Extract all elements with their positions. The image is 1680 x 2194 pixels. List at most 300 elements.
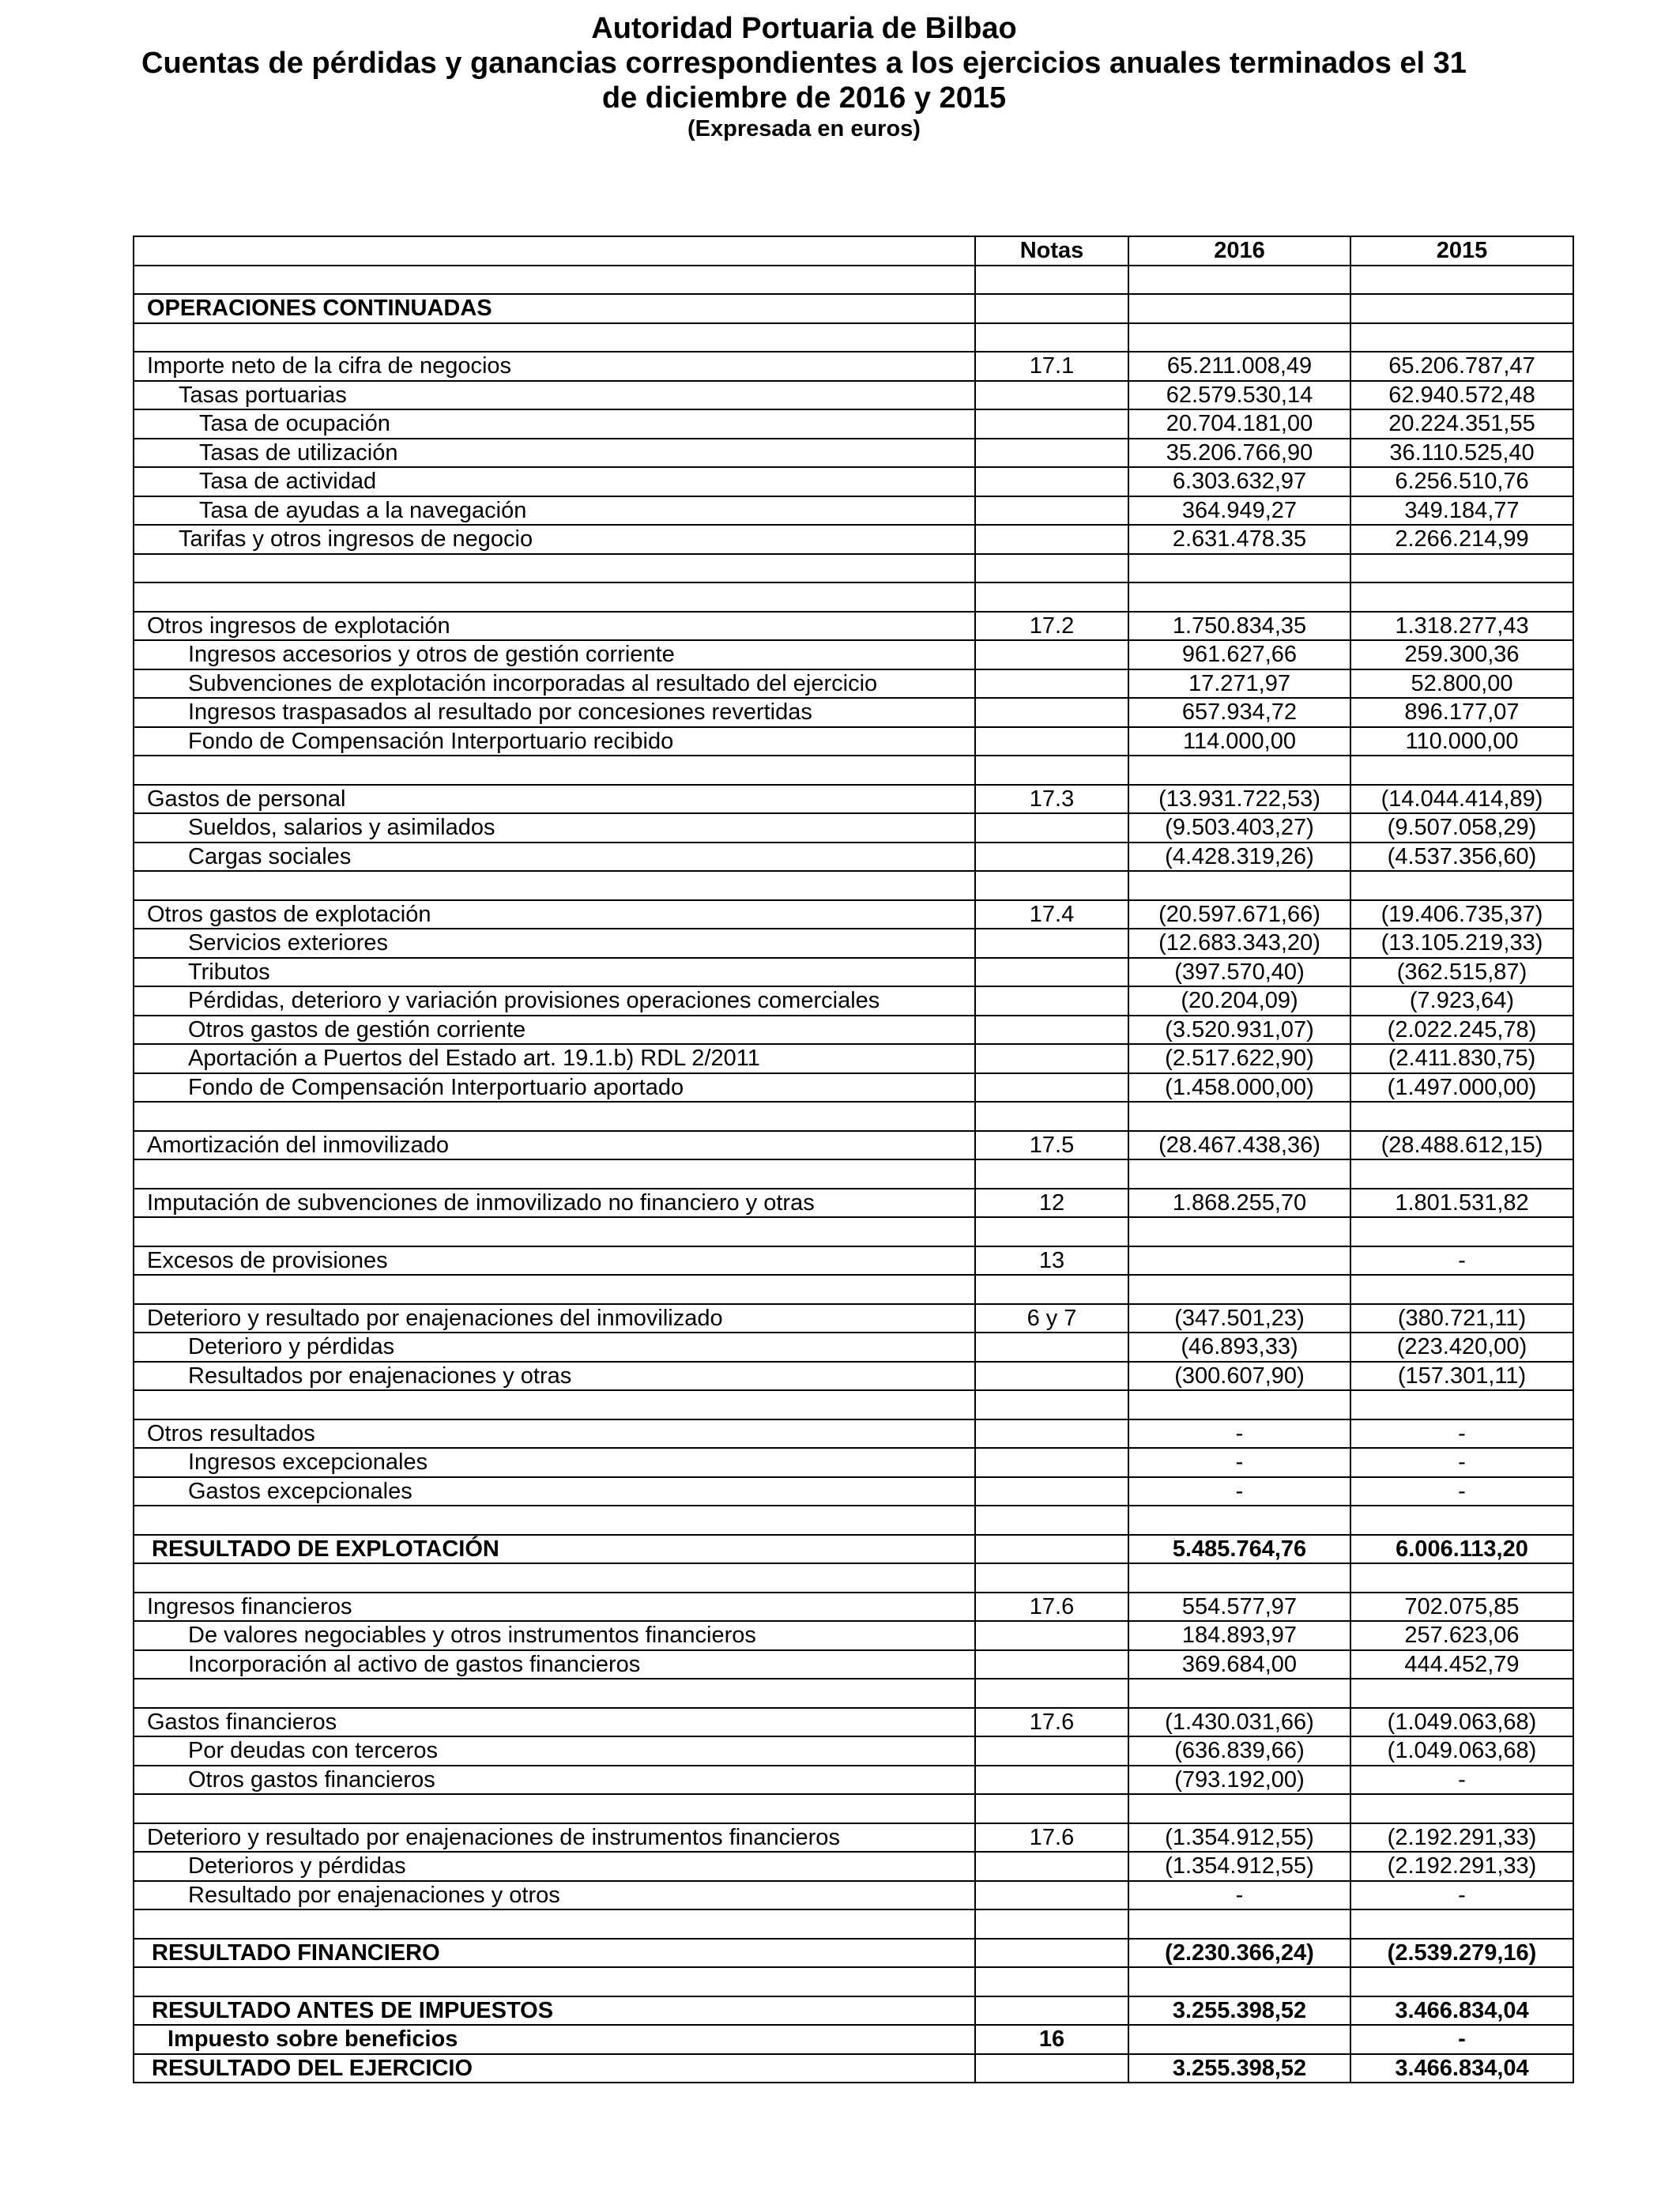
row-nota: [975, 1390, 1128, 1419]
table-row: [134, 266, 1573, 295]
row-value-2016: [1128, 323, 1350, 352]
row-label: Tasa de ocupación: [134, 409, 975, 439]
row-nota: [975, 323, 1128, 352]
row-label: Pérdidas, deterioro y variación provisiones operaciones comerciales: [134, 986, 975, 1016]
row-label: Impuesto sobre beneficios: [134, 2025, 975, 2054]
row-label: Subvenciones de explotación incorporadas al resultado del ejercicio: [134, 669, 975, 699]
row-value-2016: -: [1128, 1477, 1350, 1506]
row-value-2016: 184.893,97: [1128, 1621, 1350, 1650]
row-label: Otros gastos de gestión corriente: [134, 1016, 975, 1045]
row-value-2015: (380.721,11): [1350, 1304, 1573, 1333]
table-row: [134, 986, 1573, 1016]
row-value-2015: (1.497.000,00): [1350, 1073, 1573, 1103]
row-label: [134, 1390, 975, 1419]
row-value-2015: 6.006.113,20: [1350, 1535, 1573, 1564]
row-value-2015: [1350, 1390, 1573, 1419]
table-row: [134, 1073, 1573, 1103]
row-nota: [975, 1967, 1128, 1996]
row-nota: [975, 929, 1128, 958]
row-value-2015: [1350, 1159, 1573, 1189]
row-nota: 17.4: [975, 900, 1128, 929]
row-label: Tasa de ayudas a la navegación: [134, 496, 975, 526]
row-value-2015: (14.044.414,89): [1350, 785, 1573, 814]
row-nota: 17.6: [975, 1823, 1128, 1853]
row-value-2015: 65.206.787,47: [1350, 352, 1573, 381]
table-row: [134, 1275, 1573, 1304]
table-row: [134, 1390, 1573, 1419]
row-label: Tributos: [134, 958, 975, 987]
row-value-2016: [1128, 1390, 1350, 1419]
row-value-2016: [1128, 1909, 1350, 1939]
row-value-2016: (13.931.722,53): [1128, 785, 1350, 814]
table-row: [134, 1736, 1573, 1766]
table-row: [134, 813, 1573, 843]
row-value-2016: 35.206.766,90: [1128, 439, 1350, 468]
row-label: Sueldos, salarios y asimilados: [134, 813, 975, 843]
row-value-2015: (2.411.830,75): [1350, 1044, 1573, 1073]
table-row: [134, 467, 1573, 496]
table-row: [134, 496, 1573, 526]
row-label: Deterioro y pérdidas: [134, 1333, 975, 1362]
row-value-2015: -: [1350, 1448, 1573, 1477]
table-row: [134, 352, 1573, 381]
table-row: [134, 1996, 1573, 2026]
row-value-2015: [1350, 266, 1573, 295]
row-label: Cargas sociales: [134, 843, 975, 872]
row-nota: 17.6: [975, 1593, 1128, 1622]
row-value-2016: [1128, 1794, 1350, 1823]
row-nota: [975, 813, 1128, 843]
table-row: [134, 698, 1573, 727]
table-row: [134, 785, 1573, 814]
row-value-2016: [1128, 582, 1350, 612]
table-row: [134, 323, 1573, 352]
row-value-2015: [1350, 1967, 1573, 1996]
row-nota: [975, 871, 1128, 900]
row-nota: [975, 439, 1128, 468]
row-value-2015: (7.923,64): [1350, 986, 1573, 1016]
row-value-2015: (1.049.063,68): [1350, 1736, 1573, 1766]
table-row: [134, 1794, 1573, 1823]
row-value-2016: [1128, 1217, 1350, 1246]
row-value-2015: (2.539.279,16): [1350, 1939, 1573, 1968]
row-value-2015: 36.110.525,40: [1350, 439, 1573, 468]
row-value-2015: [1350, 554, 1573, 583]
row-nota: [975, 1939, 1128, 1968]
row-value-2016: [1128, 1102, 1350, 1131]
row-value-2016: (1.354.912,55): [1128, 1823, 1350, 1853]
row-value-2015: (9.507.058,29): [1350, 813, 1573, 843]
row-value-2016: 3.255.398,52: [1128, 1996, 1350, 2026]
row-nota: [975, 1102, 1128, 1131]
row-value-2015: 52.800,00: [1350, 669, 1573, 699]
row-label: [134, 266, 975, 295]
table-row: [134, 2054, 1573, 2083]
table-row: [134, 1506, 1573, 1535]
row-value-2016: [1128, 1275, 1350, 1304]
table-row: [134, 1708, 1573, 1737]
row-value-2016: (9.503.403,27): [1128, 813, 1350, 843]
row-nota: [975, 1563, 1128, 1593]
row-value-2015: 110.000,00: [1350, 727, 1573, 756]
table-row: [134, 871, 1573, 900]
row-value-2015: 6.256.510,76: [1350, 467, 1573, 496]
table-row: [134, 1909, 1573, 1939]
row-label: [134, 1679, 975, 1708]
row-value-2016: (300.607,90): [1128, 1362, 1350, 1391]
document-title: Autoridad Portuaria de Bilbao: [591, 12, 1017, 45]
row-value-2016: [1128, 2025, 1350, 2054]
row-value-2016: 961.627,66: [1128, 640, 1350, 669]
row-label: [134, 1967, 975, 1996]
row-value-2016: 3.255.398,52: [1128, 2054, 1350, 2083]
row-nota: [975, 986, 1128, 1016]
table-row: [134, 843, 1573, 872]
row-nota: [975, 1217, 1128, 1246]
row-label: Resultado por enajenaciones y otros: [134, 1881, 975, 1910]
row-label: [134, 1794, 975, 1823]
row-value-2016: (4.428.319,26): [1128, 843, 1350, 872]
row-label: Ingresos financieros: [134, 1593, 975, 1622]
table-row: [134, 1333, 1573, 1362]
row-nota: [975, 1852, 1128, 1881]
row-label: [134, 1909, 975, 1939]
row-value-2015: -: [1350, 2025, 1573, 2054]
row-nota: [975, 1736, 1128, 1766]
row-label: Fondo de Compensación Interportuario aportado: [134, 1073, 975, 1103]
row-label: Importe neto de la cifra de negocios: [134, 352, 975, 381]
row-nota: [975, 1650, 1128, 1679]
row-label: Gastos de personal: [134, 785, 975, 814]
row-value-2016: [1128, 1563, 1350, 1593]
row-label: Resultados por enajenaciones y otras: [134, 1362, 975, 1391]
row-value-2015: 702.075,85: [1350, 1593, 1573, 1622]
row-value-2015: 444.452,79: [1350, 1650, 1573, 1679]
table-row: [134, 439, 1573, 468]
table-row: [134, 1593, 1573, 1622]
row-value-2015: (157.301,11): [1350, 1362, 1573, 1391]
row-value-2016: (793.192,00): [1128, 1766, 1350, 1795]
row-value-2015: (13.105.219,33): [1350, 929, 1573, 958]
row-nota: 17.1: [975, 352, 1128, 381]
header-2016: 2016: [1128, 236, 1350, 266]
table-row: [134, 582, 1573, 612]
table-row: [134, 554, 1573, 583]
row-nota: [975, 1419, 1128, 1449]
row-value-2016: [1128, 1679, 1350, 1708]
table-row: [134, 1766, 1573, 1795]
table-row: [134, 1881, 1573, 1910]
row-value-2015: 3.466.834,04: [1350, 1996, 1573, 2026]
row-label: Otros gastos financieros: [134, 1766, 975, 1795]
row-value-2015: (1.049.063,68): [1350, 1708, 1573, 1737]
row-label: Ingresos accesorios y otros de gestión corriente: [134, 640, 975, 669]
row-value-2016: [1128, 1967, 1350, 1996]
row-value-2016: 20.704.181,00: [1128, 409, 1350, 439]
table-row: [134, 1967, 1573, 1996]
row-value-2015: [1350, 582, 1573, 612]
table-row: [134, 900, 1573, 929]
row-nota: [975, 1477, 1128, 1506]
table-row: [134, 1044, 1573, 1073]
row-value-2015: 2.266.214,99: [1350, 525, 1573, 554]
row-value-2016: 2.631.478.35: [1128, 525, 1350, 554]
row-nota: [975, 958, 1128, 987]
row-label: [134, 1217, 975, 1246]
row-value-2016: [1128, 756, 1350, 785]
income-statement-table: [133, 236, 1574, 2083]
row-value-2015: (19.406.735,37): [1350, 900, 1573, 929]
row-value-2016: 657.934,72: [1128, 698, 1350, 727]
row-label: Otros gastos de explotación: [134, 900, 975, 929]
row-nota: [975, 2054, 1128, 2083]
row-value-2016: (636.839,66): [1128, 1736, 1350, 1766]
row-label: Otros resultados: [134, 1419, 975, 1449]
row-value-2016: [1128, 1159, 1350, 1189]
row-nota: 16: [975, 2025, 1128, 2054]
row-value-2015: 62.940.572,48: [1350, 381, 1573, 410]
row-value-2015: -: [1350, 1881, 1573, 1910]
table-row: [134, 612, 1573, 641]
row-label: RESULTADO ANTES DE IMPUESTOS: [134, 1996, 975, 2026]
row-label: RESULTADO FINANCIERO: [134, 1939, 975, 1968]
row-label: RESULTADO DE EXPLOTACIÓN: [134, 1535, 975, 1564]
row-nota: 17.3: [975, 785, 1128, 814]
row-value-2016: (397.570,40): [1128, 958, 1350, 987]
row-value-2016: [1128, 1246, 1350, 1276]
row-value-2015: [1350, 756, 1573, 785]
row-value-2015: 259.300,36: [1350, 640, 1573, 669]
table-row: [134, 1304, 1573, 1333]
row-value-2016: 369.684,00: [1128, 1650, 1350, 1679]
row-nota: [975, 640, 1128, 669]
row-value-2016: (3.520.931,07): [1128, 1016, 1350, 1045]
table-header-row: [134, 236, 1573, 266]
table-row: [134, 409, 1573, 439]
row-label: Imputación de subvenciones de inmovilizado no financiero y otras: [134, 1189, 975, 1218]
table-row: [134, 1852, 1573, 1881]
row-value-2015: (4.537.356,60): [1350, 843, 1573, 872]
table-row: [134, 1131, 1573, 1160]
row-label: Amortización del inmovilizado: [134, 1131, 975, 1160]
row-label: Tasas de utilización: [134, 439, 975, 468]
row-value-2016: (1.430.031,66): [1128, 1708, 1350, 1737]
row-label: [134, 1159, 975, 1189]
row-nota: [975, 381, 1128, 410]
table-row: [134, 727, 1573, 756]
row-value-2015: [1350, 1563, 1573, 1593]
row-label: Fondo de Compensación Interportuario recibido: [134, 727, 975, 756]
row-value-2015: [1350, 1909, 1573, 1939]
row-value-2016: 65.211.008,49: [1128, 352, 1350, 381]
table-row: [134, 1016, 1573, 1045]
row-nota: [975, 1621, 1128, 1650]
row-label: Ingresos excepcionales: [134, 1448, 975, 1477]
row-value-2015: [1350, 323, 1573, 352]
row-value-2016: -: [1128, 1419, 1350, 1449]
header-2015: 2015: [1350, 236, 1573, 266]
row-nota: [975, 1073, 1128, 1103]
table-row: [134, 1448, 1573, 1477]
row-label: [134, 1102, 975, 1131]
row-value-2015: (362.515,87): [1350, 958, 1573, 987]
row-value-2016: (28.467.438,36): [1128, 1131, 1350, 1160]
row-label: [134, 871, 975, 900]
table-row: [134, 929, 1573, 958]
row-value-2015: [1350, 294, 1573, 323]
currency-note: (Expresada en euros): [687, 116, 921, 141]
row-value-2015: -: [1350, 1477, 1573, 1506]
row-nota: 17.5: [975, 1131, 1128, 1160]
row-value-2016: 5.485.764,76: [1128, 1535, 1350, 1564]
row-label: RESULTADO DEL EJERCICIO: [134, 2054, 975, 2083]
row-value-2015: 896.177,07: [1350, 698, 1573, 727]
row-value-2015: 1.801.531,82: [1350, 1189, 1573, 1218]
row-value-2016: 1.750.834,35: [1128, 612, 1350, 641]
row-value-2016: 6.303.632,97: [1128, 467, 1350, 496]
table-row: [134, 1246, 1573, 1276]
row-nota: [975, 294, 1128, 323]
row-value-2016: (2.230.366,24): [1128, 1939, 1350, 1968]
table-row: [134, 1823, 1573, 1853]
row-label: Deterioro y resultado por enajenaciones de instrumentos financieros: [134, 1823, 975, 1853]
row-value-2016: (2.517.622,90): [1128, 1044, 1350, 1073]
table-body: [134, 266, 1573, 2083]
row-value-2015: -: [1350, 1419, 1573, 1449]
row-label: De valores negociables y otros instrumentos financieros: [134, 1621, 975, 1650]
header-concept: [134, 236, 975, 266]
row-label: OPERACIONES CONTINUADAS: [134, 294, 975, 323]
row-value-2016: -: [1128, 1448, 1350, 1477]
row-label: Ingresos traspasados al resultado por concesiones revertidas: [134, 698, 975, 727]
table-row: [134, 294, 1573, 323]
row-nota: 17.6: [975, 1708, 1128, 1737]
row-label: Servicios exteriores: [134, 929, 975, 958]
row-nota: [975, 582, 1128, 612]
row-value-2016: [1128, 266, 1350, 295]
row-label: [134, 554, 975, 583]
table-row: [134, 1477, 1573, 1506]
row-label: Excesos de provisiones: [134, 1246, 975, 1276]
table-row: [134, 669, 1573, 699]
table-row: [134, 1535, 1573, 1564]
row-nota: [975, 1996, 1128, 2026]
row-nota: 17.2: [975, 612, 1128, 641]
header-notas: Notas: [975, 236, 1128, 266]
row-value-2015: [1350, 1506, 1573, 1535]
row-value-2016: (46.893,33): [1128, 1333, 1350, 1362]
table-row: [134, 1159, 1573, 1189]
row-nota: [975, 409, 1128, 439]
row-nota: [975, 1333, 1128, 1362]
row-label: [134, 1506, 975, 1535]
row-nota: [975, 698, 1128, 727]
table-row: [134, 1563, 1573, 1593]
table-row: [134, 1621, 1573, 1650]
table-row: [134, 2025, 1573, 2054]
row-nota: [975, 756, 1128, 785]
row-value-2016: 62.579.530,14: [1128, 381, 1350, 410]
row-value-2016: -: [1128, 1881, 1350, 1910]
document-subtitle-line2: de diciembre de 2016 y 2015: [601, 81, 1007, 115]
row-nota: [975, 496, 1128, 526]
row-nota: [975, 1016, 1128, 1045]
row-value-2015: (2.192.291,33): [1350, 1852, 1573, 1881]
row-nota: [975, 1275, 1128, 1304]
row-value-2015: 20.224.351,55: [1350, 409, 1573, 439]
row-value-2016: 1.868.255,70: [1128, 1189, 1350, 1218]
table-row: [134, 640, 1573, 669]
row-label: Tasa de actividad: [134, 467, 975, 496]
row-nota: [975, 1679, 1128, 1708]
row-label: [134, 582, 975, 612]
row-nota: [975, 1909, 1128, 1939]
row-value-2016: 554.577,97: [1128, 1593, 1350, 1622]
document-subtitle-line1: Cuentas de pérdidas y ganancias correspondientes a los ejercicios anuales terminados el 31: [141, 47, 1467, 80]
row-value-2015: 1.318.277,43: [1350, 612, 1573, 641]
table-row: [134, 756, 1573, 785]
row-value-2015: [1350, 1794, 1573, 1823]
row-value-2016: 17.271,97: [1128, 669, 1350, 699]
row-nota: [975, 843, 1128, 872]
row-nota: [975, 1448, 1128, 1477]
row-value-2015: -: [1350, 1766, 1573, 1795]
row-value-2016: (12.683.343,20): [1128, 929, 1350, 958]
row-value-2015: [1350, 1679, 1573, 1708]
row-value-2015: [1350, 871, 1573, 900]
table-row: [134, 1650, 1573, 1679]
table-row: [134, 1679, 1573, 1708]
row-value-2015: (2.192.291,33): [1350, 1823, 1573, 1853]
row-nota: [975, 727, 1128, 756]
row-nota: 12: [975, 1189, 1128, 1218]
row-value-2016: 114.000,00: [1128, 727, 1350, 756]
row-nota: [975, 1766, 1128, 1795]
row-value-2015: [1350, 1275, 1573, 1304]
row-nota: [975, 554, 1128, 583]
row-nota: 13: [975, 1246, 1128, 1276]
row-value-2015: 3.466.834,04: [1350, 2054, 1573, 2083]
row-nota: 6 y 7: [975, 1304, 1128, 1333]
row-value-2016: 364.949,27: [1128, 496, 1350, 526]
row-label: [134, 1275, 975, 1304]
row-label: Incorporación al activo de gastos financieros: [134, 1650, 975, 1679]
row-value-2015: (223.420,00): [1350, 1333, 1573, 1362]
row-value-2015: 257.623,06: [1350, 1621, 1573, 1650]
row-label: Deterioro y resultado por enajenaciones del inmovilizado: [134, 1304, 975, 1333]
row-value-2016: (20.597.671,66): [1128, 900, 1350, 929]
table-row: [134, 1217, 1573, 1246]
row-nota: [975, 525, 1128, 554]
row-label: Tasas portuarias: [134, 381, 975, 410]
table-row: [134, 1939, 1573, 1968]
row-value-2016: [1128, 1506, 1350, 1535]
table-row: [134, 381, 1573, 410]
document-header: [0, 11, 1608, 142]
row-value-2016: [1128, 554, 1350, 583]
row-value-2016: (1.354.912,55): [1128, 1852, 1350, 1881]
row-label: Por deudas con terceros: [134, 1736, 975, 1766]
row-value-2015: [1350, 1102, 1573, 1131]
row-value-2016: (20.204,09): [1128, 986, 1350, 1016]
row-label: Gastos financieros: [134, 1708, 975, 1737]
row-nota: [975, 1881, 1128, 1910]
row-value-2015: -: [1350, 1246, 1573, 1276]
table-row: [134, 1189, 1573, 1218]
row-nota: [975, 1044, 1128, 1073]
row-nota: [975, 1794, 1128, 1823]
row-value-2015: 349.184,77: [1350, 496, 1573, 526]
